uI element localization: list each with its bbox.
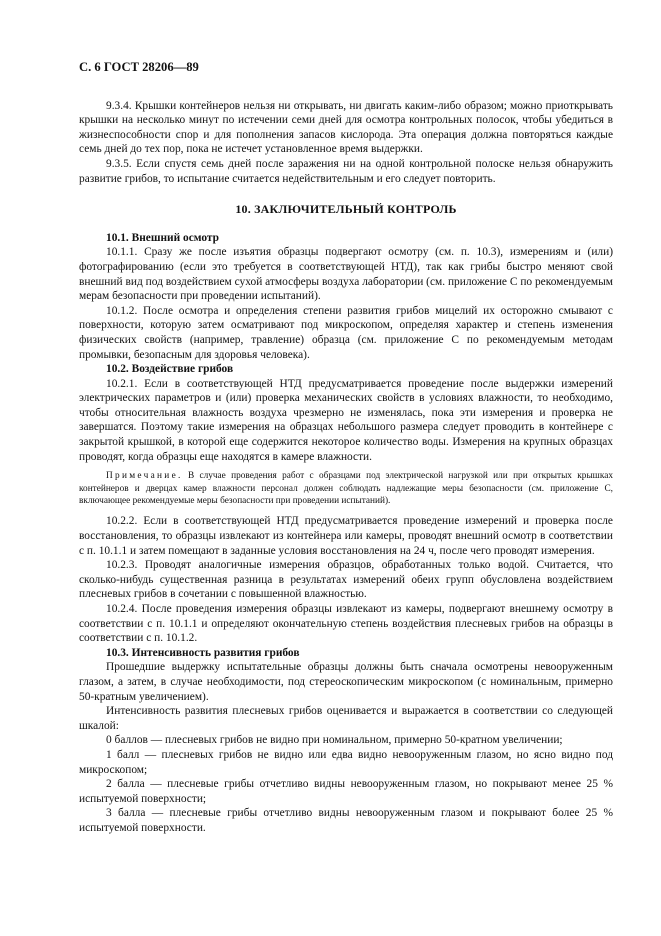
paragraph-10-1-2: 10.1.2. После осмотра и определения степени развития грибов мицелий их осторожно смывают с поверхности, которую затем осматривают под микроскопом, определяя характер и степень изменения физических свойств (например, травление) образца (см. приложение С по рекомендуемым методам промывки, безопасным для здоровья человека). — [79, 304, 613, 361]
scale-item-3: 3 балла — плесневые грибы отчетливо видны невооруженным глазом и покрывают более 25 % испытуемой поверхности. — [79, 807, 613, 834]
section-title: 10. ЗАКЛЮЧИТЕЛЬНЫЙ КОНТРОЛЬ — [235, 202, 457, 217]
paragraph-10-3-intro: Прошедшие выдержку испытательные образцы должны быть сначала осмотрены невооруженным глазом, а затем, в случае необходимости, под стереоскопическим микроскопом (с номинальным, примерно 50-кратным увеличением). — [79, 661, 613, 703]
scale-item-1: 1 балл — плесневых грибов не видно или едва видно невооруженным глазом, но ясно видно под микроскопом; — [79, 748, 613, 776]
subheading-10-3: 10.3. Интенсивность развития грибов — [106, 646, 300, 659]
paragraph-10-1-1: 10.1.1. Сразу же после изъятия образцы подвергают осмотру (см. п. 10.3), измерениям и (или) фотографированию (если это требуется в соответствующей НТД), так как грибы быстро меняют свой внешний вид под воздействием сухой атмосферы воздуха лаборатории (см. приложение С по рекомендуемым мерам безопасности при проведении испытаний). — [79, 246, 613, 303]
scale-item-0: 0 баллов — плесневых грибов не видно при номинальном, примерно 50-кратном увеличении; — [106, 734, 563, 747]
paragraph-10-2-1: 10.2.1. Если в соответствующей НТД предусматривается проведение после выдержки измерений электрических параметров и (или) проверка механических свойств в условиях влажности, то необходимо, чтобы относительная влажность воздуха чрезмерно не изменялась, пока эти измерения и проверка не завершатся. Поэтому такие измерения на образцах небольшого размера следует проводить в контейнере с закрытой крышкой, в которой еще содержится некоторое количество воды. Измерения на крупных образцах проводят, когда образцы еще находятся в камере влажности. — [79, 377, 613, 463]
subheading-10-1: 10.1. Внешний осмотр — [106, 231, 219, 244]
paragraph-9-3-4: 9.3.4. Крышки контейнеров нельзя ни открывать, ни двигать каким-либо образом; можно приоткрывать крышки на несколько минут по истечении семи дней для осмотра контрольных полосок, чтобы убедиться в жизнеспособности спор и для пополнения запасов кислорода. Эта операция должна повторяться каждые семь дней до тех пор, пока не истечет установленное время выдержки. — [79, 99, 613, 156]
paragraph-10-2-3: 10.2.3. Проводят аналогичные измерения образцов, обработанных только водой. Считается, что сколько-нибудь существенная разница в результатах измерений обеих групп обусловлена воздействием плесневых грибов в сочетании с повышенной влажностью. — [79, 559, 613, 601]
running-header: С. 6 ГОСТ 28206—89 — [79, 60, 199, 74]
subheading-10-2: 10.2. Воздействие грибов — [106, 363, 234, 376]
note-text: В случае проведения работ с образцами под электрической нагрузкой или при открытых крышках контейнеров и дверцах камер влажности персонал должен соблюдать надлежащие меры безопасности (см. приложение С, включающее рекомендуемые меры безопасности при проведении испытаний). — [79, 471, 613, 507]
paragraph-10-2-4: 10.2.4. После проведения измерения образцы извлекают из камеры, подвергают внешнему осмотру в соответствии с п. 10.1.1 и определяют окончательную степень воздействия плесневых грибов на образцы в соответствии с п. 10.1.2. — [79, 603, 613, 645]
note — [79, 470, 613, 507]
note-label: Примечание. — [106, 471, 183, 482]
paragraph-10-3-scale-intro: Интенсивность развития плесневых грибов оценивается и выражается в соответствии со следующей шкалой: — [79, 705, 613, 732]
paragraph-9-3-5: 9.3.5. Если спустя семь дней после заражения ни на одной контрольной полоске нельзя обнаружить развитие грибов, то испытание считается недействительным и его следует повторить. — [79, 157, 613, 185]
paragraph-10-2-2: 10.2.2. Если в соответствующей НТД предусматривается проведение измерений и проверка после восстановления, то образцы извлекают из контейнера или камеры, проводят внешний осмотр в соответствии с п. 10.1.1 и затем помещают в заданные условия восстановления на 24 ч, после чего проводят измерения. — [79, 515, 613, 557]
scale-item-2: 2 балла — плесневые грибы отчетливо видны невооруженным глазом, но покрывают менее 25 % испытуемой поверхности; — [79, 778, 613, 805]
